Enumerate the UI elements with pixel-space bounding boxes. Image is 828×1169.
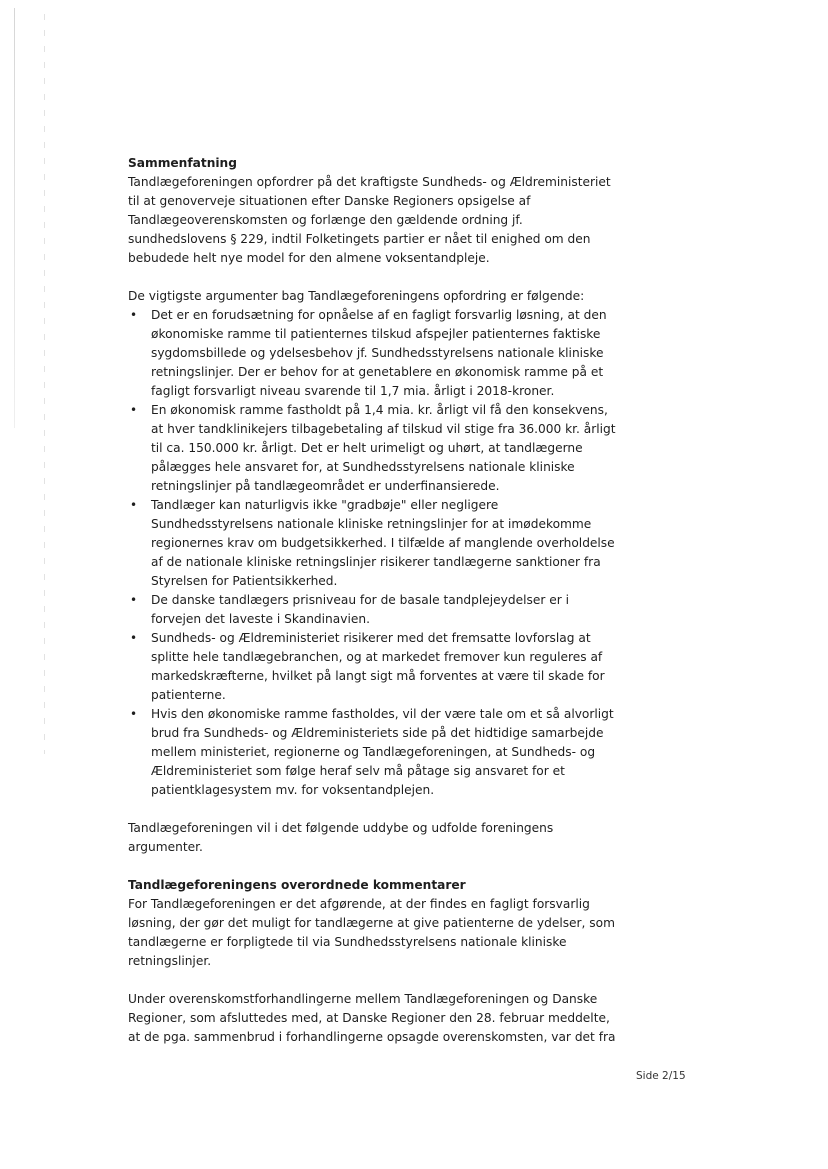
summary-paragraph: Tandlægeforeningen opfordrer på det kraftigste Sundheds- og Ældreministeriet til at genoverveje situationen efter Danske Regioners opsigelse af Tandlægeoverenskomsten og forlænge den gældende ordning jf. sundhedslovens § 229, indtil Folketingets partier er nået til enighed om den bebudede helt nye model for den almene voksentandpleje. — [128, 175, 611, 265]
spacer — [128, 971, 616, 990]
list-item-text: En økonomisk ramme fastholdt på 1,4 mia. kr. årligt vil få den konsekvens, at hver tandklinikejers tilbagebetaling af tilskud vil stige fra 36.000 kr. årligt til ca. 150.000 kr. årligt. Det er helt urimeligt og uhørt, at tandlægerne pålægges hele ansvaret for, at Sundhedsstyrelsens nationale kliniske retningslinjer på tandlægeområdet er underfinansierede. — [151, 403, 616, 493]
list-item — [128, 401, 616, 496]
section-heading-summary: Sammenfatning — [128, 156, 237, 170]
scan-binding-mark — [44, 14, 45, 754]
bullet-icon: • — [130, 631, 138, 645]
list-item — [128, 306, 616, 401]
section-heading-comments: Tandlægeforeningens overordnede kommentarer — [128, 878, 466, 892]
comments-paragraph-2: Under overenskomstforhandlingerne mellem Tandlægeforeningen og Danske Regioner, som afsluttedes med, at Danske Regioner den 28. februar meddelte, at de pga. sammenbrud i forhandlingerne opsagde overenskomsten, var det fra — [128, 992, 616, 1044]
spacer — [128, 800, 616, 819]
comments-paragraph-1: For Tandlægeforeningen er det afgørende, at der findes en fagligt forsvarlig løsning, der gør det muligt for tandlægerne at give patienterne de ydelser, som tandlægerne er forpligtede til via Sundhedsstyrelsens nationale kliniske retningslinjer. — [128, 897, 615, 968]
arguments-list — [128, 306, 616, 800]
list-item — [128, 705, 616, 800]
page-number: Side 2/15 — [636, 1070, 686, 1082]
spacer — [128, 857, 616, 876]
bullet-icon: • — [130, 403, 138, 417]
list-item-text: De danske tandlægers prisniveau for de basale tandplejeydelser er i forvejen det laveste i Skandinavien. — [151, 593, 569, 626]
arguments-intro: De vigtigste argumenter bag Tandlægeforeningens opfordring er følgende: — [128, 289, 585, 303]
arguments-closing: Tandlægeforeningen vil i det følgende uddybe og udfolde foreningens argumenter. — [128, 821, 554, 854]
list-item-text: Tandlæger kan naturligvis ikke "gradbøje" eller negligere Sundhedsstyrelsens nationale kliniske retningslinjer for at imødekomme regionernes krav om budgetsikkerhed. I tilfælde af manglende overholdelse af de nationale kliniske retningslinjer risikerer tandlægerne sanktioner fra Styrelsen for Patientsikkerhed. — [151, 498, 615, 588]
bullet-icon: • — [130, 593, 138, 607]
scan-edge-mark — [14, 8, 15, 428]
bullet-icon: • — [130, 308, 138, 322]
spacer — [128, 268, 616, 287]
list-item-text: Det er en forudsætning for opnåelse af en fagligt forsvarlig løsning, at den økonomiske ramme til patienternes tilskud afspejler patienternes faktiske sygdomsbillede og ydelsesbehov jf. Sundhedsstyrelsens nationale kliniske retningslinjer. Der er behov for at genetablere en økonomisk ramme på et fagligt forsvarligt niveau svarende til 1,7 mia. årligt i 2018-kroner. — [151, 308, 607, 398]
list-item-text: Sundheds- og Ældreministeriet risikerer med det fremsatte lovforslag at splitte hele tandlægebranchen, og at markedet fremover kun reguleres af markedskræfterne, hvilket på langt sigt må forventes at være til skade for patienterne. — [151, 631, 605, 702]
document-page — [128, 154, 616, 1047]
bullet-icon: • — [130, 707, 138, 721]
list-item — [128, 496, 616, 591]
list-item — [128, 591, 616, 629]
list-item — [128, 629, 616, 705]
list-item-text: Hvis den økonomiske ramme fastholdes, vil der være tale om et så alvorligt brud fra Sundheds- og Ældreministeriets side på det hidtidige samarbejde mellem ministeriet, regionerne og Tandlægeforeningen, at Sundheds- og Ældreministeriet som følge heraf selv må påtage sig ansvaret for et patientklagesystem mv. for voksentandplejen. — [151, 707, 614, 797]
bullet-icon: • — [130, 498, 138, 512]
